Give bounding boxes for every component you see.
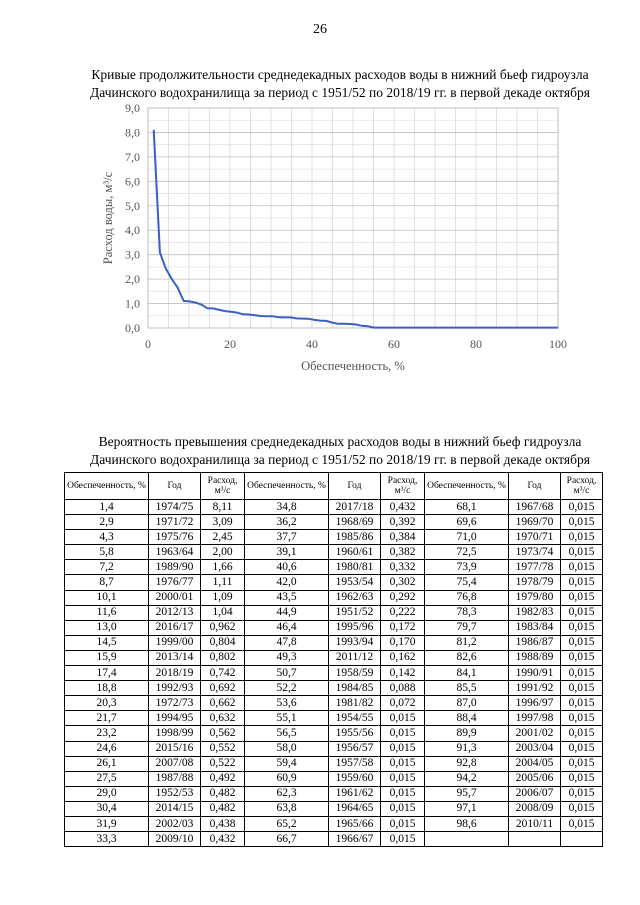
duration-curve-chart xyxy=(90,96,570,386)
table-cell: 1997/98 xyxy=(509,711,561,726)
table-cell: 98,6 xyxy=(425,816,509,831)
table-cell: 71,0 xyxy=(425,530,509,545)
table-row xyxy=(65,560,603,575)
table-row xyxy=(65,832,603,847)
table-cell: 78,3 xyxy=(425,605,509,620)
table-cell: 30,4 xyxy=(65,801,149,816)
table-cell: 81,2 xyxy=(425,635,509,650)
table-cell: 0,632 xyxy=(201,711,245,726)
table-cell: 0,804 xyxy=(201,635,245,650)
table-cell: 1968/69 xyxy=(329,515,381,530)
table-cell: 1962/63 xyxy=(329,590,381,605)
table-cell: 1996/97 xyxy=(509,696,561,711)
table-title-line-2: Дачинского водохранилища за период с 1951/52 по 2018/19 гг. в первой декаде октября xyxy=(90,452,590,467)
table-row xyxy=(65,816,603,831)
table-row xyxy=(65,666,603,681)
table-row xyxy=(65,500,603,515)
table-cell: 92,8 xyxy=(425,756,509,771)
table-cell: 2002/03 xyxy=(149,816,201,831)
table-cell: 1977/78 xyxy=(509,560,561,575)
table-cell: 1952/53 xyxy=(149,786,201,801)
table-cell: 1,09 xyxy=(201,590,245,605)
table-row xyxy=(65,771,603,786)
table-cell: 0,692 xyxy=(201,681,245,696)
table-cell: 2000/01 xyxy=(149,590,201,605)
table-cell: 1975/76 xyxy=(149,530,201,545)
exceedance-table xyxy=(64,472,603,847)
table-cell: 0,332 xyxy=(381,560,425,575)
table-cell: 23,2 xyxy=(65,726,149,741)
table-cell: 0,522 xyxy=(201,756,245,771)
table-cell: 1970/71 xyxy=(509,530,561,545)
table-cell: 0,015 xyxy=(561,500,603,515)
table-cell: 1966/67 xyxy=(329,832,381,847)
table-cell: 0,552 xyxy=(201,741,245,756)
table-cell: 59,4 xyxy=(245,756,329,771)
table-cell: 1987/88 xyxy=(149,771,201,786)
table-cell: 2010/11 xyxy=(509,816,561,831)
table-cell: 82,6 xyxy=(425,650,509,665)
table-cell: 0,015 xyxy=(381,741,425,756)
table-cell: 1994/95 xyxy=(149,711,201,726)
y-axis-title: Расход воды, м³/с xyxy=(101,171,115,265)
table-cell: 1988/89 xyxy=(509,650,561,665)
table-cell: 1973/74 xyxy=(509,545,561,560)
table-cell: 0,142 xyxy=(381,666,425,681)
table-cell: 7,2 xyxy=(65,560,149,575)
column-header: Обеспеченность, % xyxy=(245,473,329,500)
table-cell: 27,5 xyxy=(65,771,149,786)
table-cell: 8,7 xyxy=(65,575,149,590)
table-cell: 36,2 xyxy=(245,515,329,530)
column-header: Обеспеченность, % xyxy=(65,473,149,500)
table-cell: 0,015 xyxy=(561,650,603,665)
table-cell: 55,1 xyxy=(245,711,329,726)
table-cell: 1956/57 xyxy=(329,741,381,756)
table-cell: 0,015 xyxy=(561,786,603,801)
table-cell: 89,9 xyxy=(425,726,509,741)
table-cell: 72,5 xyxy=(425,545,509,560)
table-cell: 39,1 xyxy=(245,545,329,560)
y-tick-label: 9,0 xyxy=(125,101,140,115)
table-cell: 20,3 xyxy=(65,696,149,711)
table-cell: 1986/87 xyxy=(509,635,561,650)
table-cell: 0,015 xyxy=(561,620,603,635)
table-cell: 87,0 xyxy=(425,696,509,711)
table-cell: 0,802 xyxy=(201,650,245,665)
table-cell: 52,2 xyxy=(245,681,329,696)
column-header: Год xyxy=(149,473,201,500)
table-row xyxy=(65,756,603,771)
table-cell: 2,9 xyxy=(65,515,149,530)
x-tick-label: 60 xyxy=(388,337,400,351)
table-cell: 0,438 xyxy=(201,816,245,831)
table-cell: 0,662 xyxy=(201,696,245,711)
table-cell: 0,015 xyxy=(561,771,603,786)
table-cell: 1959/60 xyxy=(329,771,381,786)
table-cell: 18,8 xyxy=(65,681,149,696)
table-cell: 66,7 xyxy=(245,832,329,847)
table-cell: 1953/54 xyxy=(329,575,381,590)
table-cell: 1984/85 xyxy=(329,681,381,696)
table-cell: 40,6 xyxy=(245,560,329,575)
table-cell: 62,3 xyxy=(245,786,329,801)
table-cell: 1,04 xyxy=(201,605,245,620)
table-cell: 0,015 xyxy=(381,711,425,726)
table-cell: 95,7 xyxy=(425,786,509,801)
table-cell: 2,00 xyxy=(201,545,245,560)
table-cell: 58,0 xyxy=(245,741,329,756)
table-row xyxy=(65,575,603,590)
table-cell: 14,5 xyxy=(65,635,149,650)
column-header: Год xyxy=(509,473,561,500)
x-tick-label: 100 xyxy=(549,337,567,351)
table-cell: 0,015 xyxy=(561,530,603,545)
column-header: Обеспеченность, % xyxy=(425,473,509,500)
table-cell: 60,9 xyxy=(245,771,329,786)
table-row xyxy=(65,530,603,545)
table-cell xyxy=(561,832,603,847)
table-title xyxy=(60,433,620,469)
y-tick-label: 6,0 xyxy=(125,174,140,189)
table-cell: 0,170 xyxy=(381,635,425,650)
table-cell: 0,384 xyxy=(381,530,425,545)
table-cell: 50,7 xyxy=(245,666,329,681)
table-cell: 1990/91 xyxy=(509,666,561,681)
table-cell: 1,4 xyxy=(65,500,149,515)
table-cell xyxy=(509,832,561,847)
table-cell: 75,4 xyxy=(425,575,509,590)
table-cell: 2017/18 xyxy=(329,500,381,515)
table-cell: 2008/09 xyxy=(509,801,561,816)
table-cell: 0,492 xyxy=(201,771,245,786)
table-cell: 97,1 xyxy=(425,801,509,816)
table-title-line-1: Вероятность превышения среднедекадных расходов воды в нижний бьеф гидроузла xyxy=(98,434,582,449)
table-cell: 1980/81 xyxy=(329,560,381,575)
table-cell: 0,015 xyxy=(561,575,603,590)
table-cell: 29,0 xyxy=(65,786,149,801)
table-cell: 8,11 xyxy=(201,500,245,515)
table-cell: 85,5 xyxy=(425,681,509,696)
table-cell: 2016/17 xyxy=(149,620,201,635)
table-cell: 0,432 xyxy=(201,832,245,847)
y-tick-label: 3,0 xyxy=(125,247,140,262)
table-cell: 4,3 xyxy=(65,530,149,545)
table-cell: 2001/02 xyxy=(509,726,561,741)
table-cell: 1993/94 xyxy=(329,635,381,650)
table-cell: 31,9 xyxy=(65,816,149,831)
column-header: Расход, м³/с xyxy=(381,473,425,500)
table-cell: 15,9 xyxy=(65,650,149,665)
page-number: 26 xyxy=(313,22,327,37)
table-cell: 1976/77 xyxy=(149,575,201,590)
table-cell: 0,162 xyxy=(381,650,425,665)
table-cell: 24,6 xyxy=(65,741,149,756)
table-row xyxy=(65,696,603,711)
table-cell: 1960/61 xyxy=(329,545,381,560)
table-cell: 0,015 xyxy=(561,741,603,756)
table-cell: 1982/83 xyxy=(509,605,561,620)
table-cell: 0,482 xyxy=(201,786,245,801)
table-cell: 0,015 xyxy=(381,816,425,831)
table-cell: 2,45 xyxy=(201,530,245,545)
table-cell: 0,562 xyxy=(201,726,245,741)
table-cell: 1964/65 xyxy=(329,801,381,816)
table-cell: 0,015 xyxy=(561,560,603,575)
table-cell: 1974/75 xyxy=(149,500,201,515)
x-tick-label: 0 xyxy=(145,337,151,351)
table-cell: 0,962 xyxy=(201,620,245,635)
column-header: Расход, м³/с xyxy=(561,473,603,500)
table-cell: 26,1 xyxy=(65,756,149,771)
table-cell: 1967/68 xyxy=(509,500,561,515)
table-cell: 0,015 xyxy=(381,801,425,816)
table-cell: 10,1 xyxy=(65,590,149,605)
table-cell: 2011/12 xyxy=(329,650,381,665)
table-cell: 2012/13 xyxy=(149,605,201,620)
table-cell: 94,2 xyxy=(425,771,509,786)
table-cell: 3,09 xyxy=(201,515,245,530)
table-cell: 2004/05 xyxy=(509,756,561,771)
table-cell: 53,6 xyxy=(245,696,329,711)
table-cell: 44,9 xyxy=(245,605,329,620)
table-cell: 0,482 xyxy=(201,801,245,816)
table-cell: 2018/19 xyxy=(149,666,201,681)
table-cell: 0,015 xyxy=(561,515,603,530)
table-cell: 91,3 xyxy=(425,741,509,756)
table-cell: 0,172 xyxy=(381,620,425,635)
table-cell: 63,8 xyxy=(245,801,329,816)
table-cell: 34,8 xyxy=(245,500,329,515)
x-tick-label: 40 xyxy=(306,337,318,351)
table-row xyxy=(65,605,603,620)
table-cell: 2015/16 xyxy=(149,741,201,756)
table-cell: 1995/96 xyxy=(329,620,381,635)
x-axis-title: Обеспеченность, % xyxy=(301,359,405,373)
table-cell: 2013/14 xyxy=(149,650,201,665)
y-tick-label: 2,0 xyxy=(125,272,140,287)
table-cell: 2003/04 xyxy=(509,741,561,756)
table-cell: 88,4 xyxy=(425,711,509,726)
table-cell: 1989/90 xyxy=(149,560,201,575)
table-cell: 1961/62 xyxy=(329,786,381,801)
table-cell: 1965/66 xyxy=(329,816,381,831)
table-cell: 0,392 xyxy=(381,515,425,530)
table-row xyxy=(65,620,603,635)
table-cell: 0,015 xyxy=(561,816,603,831)
table-cell: 0,015 xyxy=(381,756,425,771)
table-cell: 0,222 xyxy=(381,605,425,620)
table-cell: 5,8 xyxy=(65,545,149,560)
table-row xyxy=(65,801,603,816)
table-cell: 2009/10 xyxy=(149,832,201,847)
table-cell: 1978/79 xyxy=(509,575,561,590)
table-cell: 47,8 xyxy=(245,635,329,650)
table-cell: 0,015 xyxy=(561,696,603,711)
table-cell: 73,9 xyxy=(425,560,509,575)
table-cell: 33,3 xyxy=(65,832,149,847)
table-cell: 56,5 xyxy=(245,726,329,741)
table-cell: 0,015 xyxy=(381,786,425,801)
table-cell: 65,2 xyxy=(245,816,329,831)
table-cell: 0,015 xyxy=(561,801,603,816)
y-tick-label: 4,0 xyxy=(125,223,140,238)
table-cell: 1983/84 xyxy=(509,620,561,635)
table-cell: 1955/56 xyxy=(329,726,381,741)
table-cell: 1958/59 xyxy=(329,666,381,681)
table-cell: 0,382 xyxy=(381,545,425,560)
table-cell: 79,7 xyxy=(425,620,509,635)
table-cell: 1971/72 xyxy=(149,515,201,530)
table-row xyxy=(65,545,603,560)
table-row xyxy=(65,650,603,665)
chart-title-line-2: Дачинского водохранилища за период с 1951/52 по 2018/19 гг. в первой декаде октября xyxy=(90,85,590,100)
x-tick-label: 80 xyxy=(470,337,482,351)
table-cell: 11,6 xyxy=(65,605,149,620)
table-cell: 1981/82 xyxy=(329,696,381,711)
table-cell: 0,015 xyxy=(561,635,603,650)
table-cell: 68,1 xyxy=(425,500,509,515)
table-cell xyxy=(425,832,509,847)
table-cell: 0,088 xyxy=(381,681,425,696)
table-cell: 0,015 xyxy=(381,726,425,741)
table-cell: 1951/52 xyxy=(329,605,381,620)
y-tick-label: 1,0 xyxy=(125,296,140,311)
data-series-line xyxy=(154,130,558,328)
table-cell: 2006/07 xyxy=(509,786,561,801)
table-cell: 0,015 xyxy=(561,605,603,620)
table-cell: 2007/08 xyxy=(149,756,201,771)
table-row xyxy=(65,786,603,801)
table-cell: 2005/06 xyxy=(509,771,561,786)
table-header-row xyxy=(65,473,603,500)
table-cell: 0,742 xyxy=(201,666,245,681)
table-cell: 0,302 xyxy=(381,575,425,590)
table-cell: 0,015 xyxy=(381,771,425,786)
table-cell: 0,015 xyxy=(561,726,603,741)
table-body xyxy=(65,500,603,847)
table-cell: 1992/93 xyxy=(149,681,201,696)
table-cell: 0,015 xyxy=(561,711,603,726)
table-row xyxy=(65,726,603,741)
table-cell: 17,4 xyxy=(65,666,149,681)
column-header: Год xyxy=(329,473,381,500)
chart-title-line-1: Кривые продолжительности среднедекадных расходов воды в нижний бьеф гидроузла xyxy=(91,67,589,82)
table-cell: 1,11 xyxy=(201,575,245,590)
table-cell: 0,015 xyxy=(561,666,603,681)
table-cell: 0,015 xyxy=(381,832,425,847)
table-cell: 0,015 xyxy=(561,545,603,560)
table-cell: 37,7 xyxy=(245,530,329,545)
y-tick-label: 7,0 xyxy=(125,149,140,164)
table-cell: 1,66 xyxy=(201,560,245,575)
table-cell: 0,432 xyxy=(381,500,425,515)
table-row xyxy=(65,590,603,605)
table-cell: 1969/70 xyxy=(509,515,561,530)
table-cell: 0,292 xyxy=(381,590,425,605)
column-header: Расход, м³/с xyxy=(201,473,245,500)
table-cell: 49,3 xyxy=(245,650,329,665)
table-cell: 1954/55 xyxy=(329,711,381,726)
table-cell: 0,015 xyxy=(561,756,603,771)
table-row xyxy=(65,711,603,726)
table-cell: 0,015 xyxy=(561,590,603,605)
table-cell: 2014/15 xyxy=(149,801,201,816)
table-cell: 1985/86 xyxy=(329,530,381,545)
table-cell: 0,072 xyxy=(381,696,425,711)
table-cell: 1963/64 xyxy=(149,545,201,560)
y-tick-label: 5,0 xyxy=(125,198,140,213)
table-cell: 1999/00 xyxy=(149,635,201,650)
table-cell: 69,6 xyxy=(425,515,509,530)
y-tick-label: 8,0 xyxy=(125,125,140,140)
y-tick-label: 0,0 xyxy=(125,321,140,335)
table-row xyxy=(65,681,603,696)
table-cell: 84,1 xyxy=(425,666,509,681)
table-cell: 42,0 xyxy=(245,575,329,590)
table-cell: 76,8 xyxy=(425,590,509,605)
table-cell: 1957/58 xyxy=(329,756,381,771)
table-cell: 1979/80 xyxy=(509,590,561,605)
table-cell: 43,5 xyxy=(245,590,329,605)
table-row xyxy=(65,515,603,530)
table-cell: 1991/92 xyxy=(509,681,561,696)
table-cell: 1972/73 xyxy=(149,696,201,711)
table-row xyxy=(65,635,603,650)
table-cell: 0,015 xyxy=(561,681,603,696)
table-cell: 46,4 xyxy=(245,620,329,635)
table-cell: 13,0 xyxy=(65,620,149,635)
table-cell: 21,7 xyxy=(65,711,149,726)
table-row xyxy=(65,741,603,756)
x-tick-label: 20 xyxy=(224,337,236,351)
table-cell: 1998/99 xyxy=(149,726,201,741)
